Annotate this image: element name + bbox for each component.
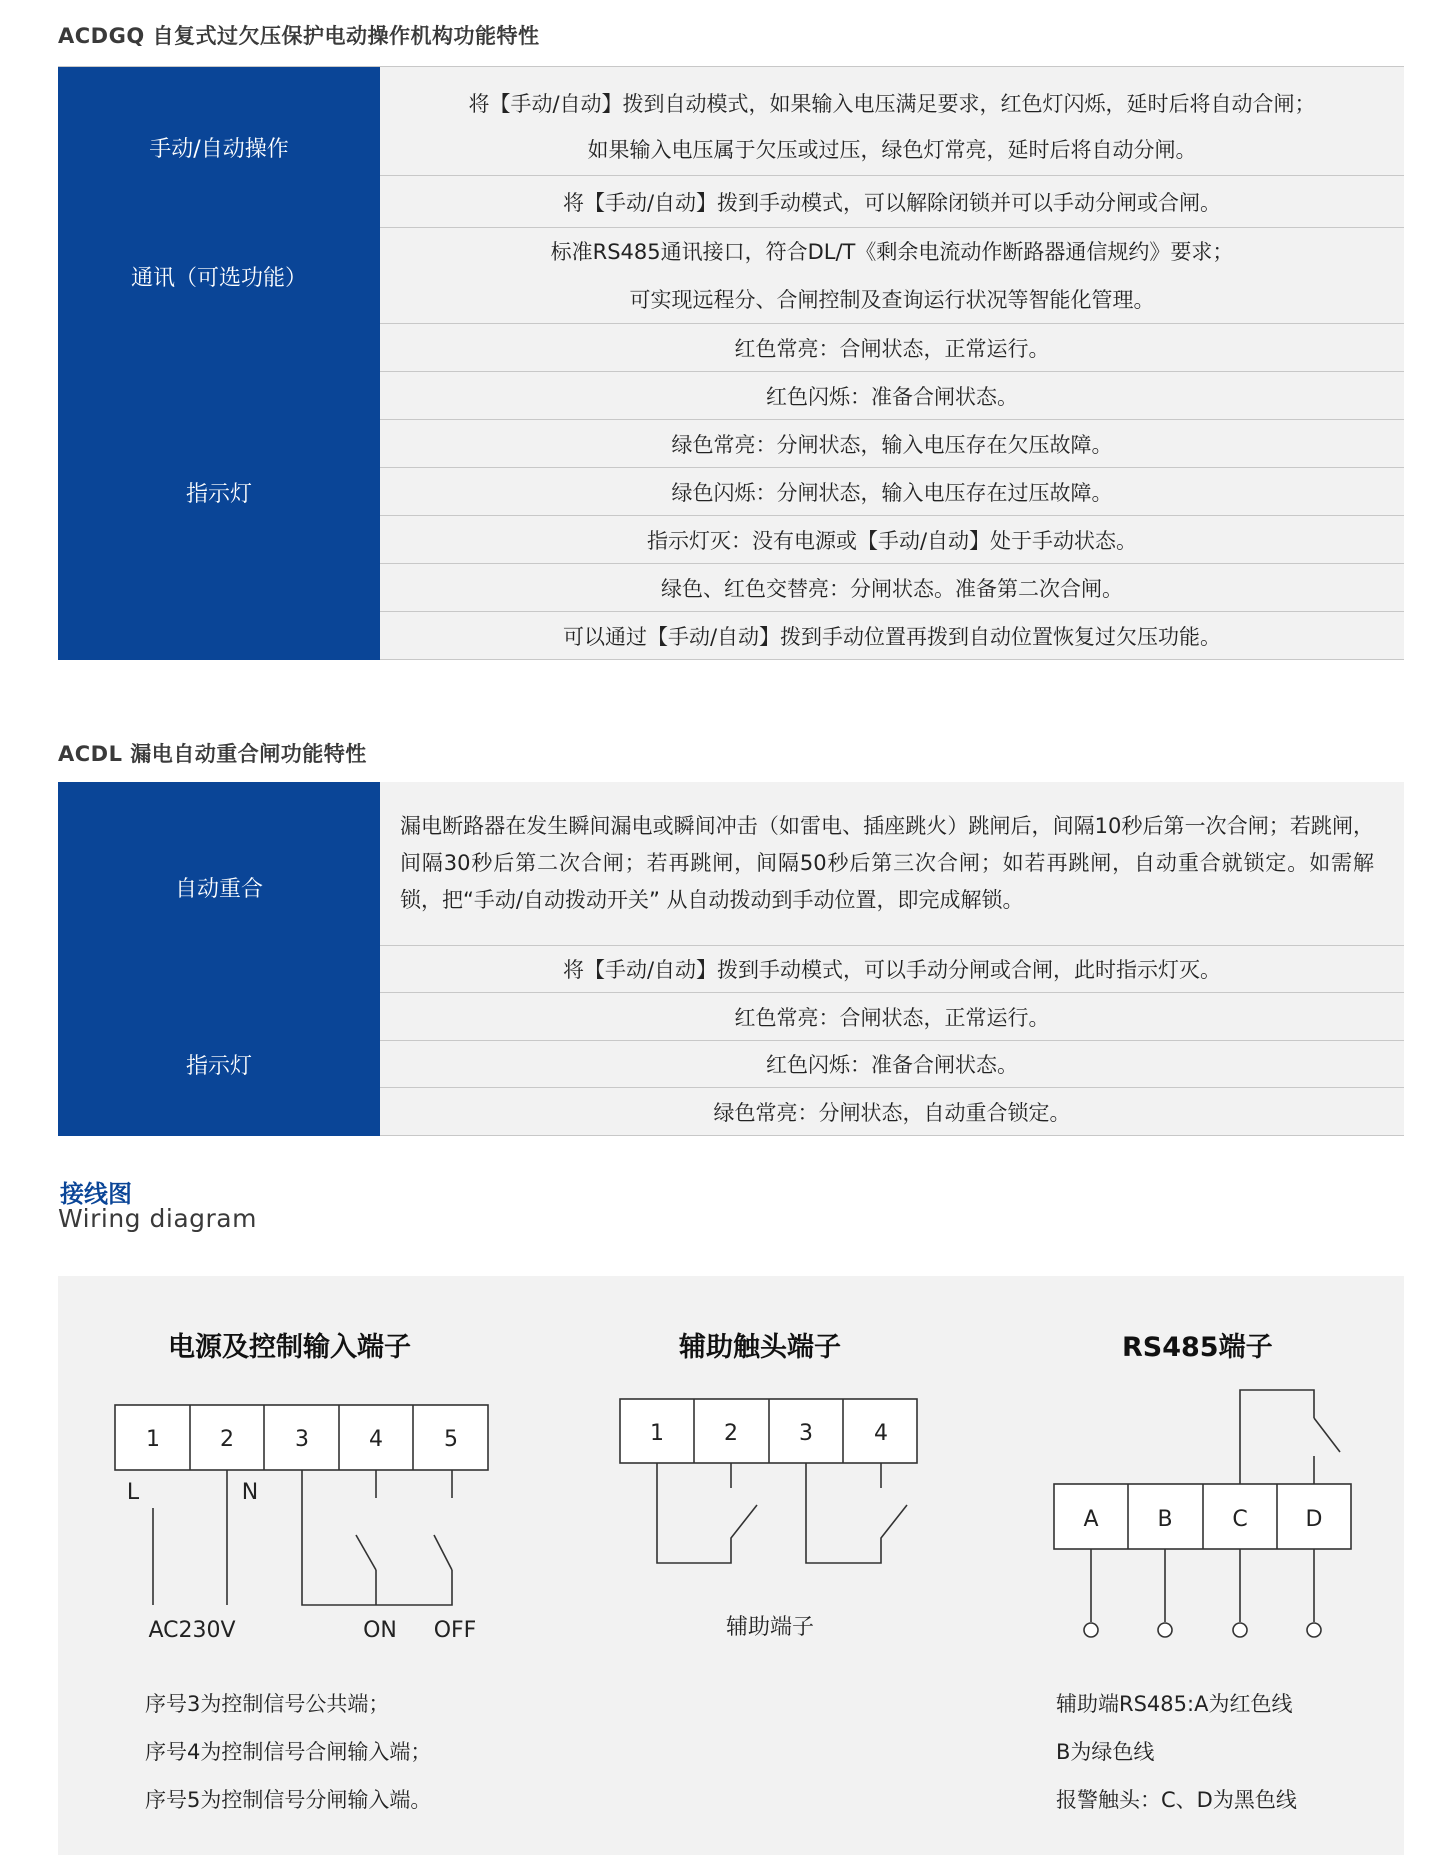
table-cell: 指示灯灭：没有电源或【手动/自动】处于手动状态。: [380, 516, 1404, 564]
wiring-title: 接线图: [60, 1180, 132, 1208]
table-cell: 红色闪烁：准备合闸状态。: [380, 372, 1404, 420]
aux-contact-3-4: [806, 1463, 907, 1563]
label-ac230v: AC230V: [148, 1618, 236, 1643]
table-cell: 可以通过【手动/自动】拨到手动位置再拨到自动位置恢复过欠压功能。: [380, 612, 1404, 660]
power-terminal-number: 1: [146, 1427, 160, 1452]
table-cell: 将【手动/自动】拨到手动模式，可以手动分闸或合闸，此时指示灯灭。: [380, 946, 1404, 993]
power-note: 序号3为控制信号公共端；: [145, 1692, 390, 1716]
table-cell: 绿色闪烁：分闸状态，输入电压存在过压故障。: [380, 468, 1404, 516]
row-label-indicator: 指示灯: [58, 324, 380, 660]
aux-contact-1-2: [657, 1463, 757, 1563]
aux-terminal-number: 3: [799, 1421, 813, 1446]
table-cell: 红色闪烁：准备合闸状态。: [380, 1041, 1404, 1088]
table-cell: 红色常亮：合闸状态，正常运行。: [380, 324, 1404, 372]
label-off: OFF: [433, 1618, 477, 1643]
aux-terminal-number: 4: [874, 1421, 888, 1446]
switch-on: [356, 1535, 376, 1570]
table-cell: 如果输入电压属于欠压或过压，绿色灯常亮，延时后将自动分闸。: [380, 122, 1404, 176]
table-cell: 可实现远程分、合闸控制及查询运行状况等智能化管理。: [380, 274, 1404, 324]
alarm-switch: [1314, 1418, 1340, 1452]
power-note: 序号4为控制信号合闸输入端；: [145, 1740, 432, 1764]
table-cell: 标准RS485通讯接口，符合DL/T《剩余电流动作断路器通信规约》要求；: [380, 228, 1404, 274]
table-cell: 绿色、红色交替亮：分闸状态。准备第二次合闸。: [380, 564, 1404, 612]
row-label-manual-auto: 手动/自动操作: [58, 67, 380, 229]
table-cell: 红色常亮：合闸状态，正常运行。: [380, 993, 1404, 1041]
table-cell-paragraph: 漏电断路器在发生瞬间漏电或瞬间冲击（如雷电、插座跳火）跳闸后，间隔10秒后第一次合闸；若跳闸，间隔30秒后第二次合闸；若再跳闸，间隔50秒后第三次合闸；如若再跳闸，自动重合就锁定。如需解锁，把“手动/自动拨动开关” 从自动拨动到手动位置，即完成解锁。: [380, 782, 1404, 946]
aux-terminal-number: 2: [724, 1421, 738, 1446]
section1-title: ACDGQ 自复式过欠压保护电动操作机构功能特性: [58, 24, 540, 48]
label-n: N: [241, 1480, 259, 1505]
row-label-indicator: 指示灯: [58, 993, 380, 1136]
power-terminal-number: 5: [444, 1427, 458, 1452]
table-cell: 将【手动/自动】拨到手动模式，可以解除闭锁并可以手动分闸或合闸。: [380, 176, 1404, 228]
power-note: 序号5为控制信号分闸输入端。: [145, 1788, 432, 1812]
rs485-terminal-letter: A: [1083, 1507, 1099, 1532]
terminal-end-a: [1084, 1623, 1098, 1637]
label-l: L: [126, 1480, 140, 1505]
alarm-contact-loop: [1240, 1390, 1314, 1484]
section2-title: ACDL 漏电自动重合闸功能特性: [58, 742, 367, 766]
rs485-note: 辅助端RS485:A为红色线: [1056, 1692, 1293, 1716]
rs485-note: 报警触头：C、D为黑色线: [1056, 1788, 1297, 1812]
table-cell: 绿色常亮：分闸状态，输入电压存在欠压故障。: [380, 420, 1404, 468]
aux-caption: 辅助端子: [725, 1615, 815, 1640]
label-on: ON: [363, 1618, 397, 1643]
aux-terminal-block: [620, 1399, 917, 1463]
aux-terminal-title: 辅助触头端子: [679, 1332, 841, 1363]
power-terminal-number: 2: [220, 1427, 234, 1452]
rs485-note: B为绿色线: [1056, 1740, 1155, 1764]
table-cell: 绿色常亮：分闸状态，自动重合锁定。: [380, 1088, 1404, 1136]
wire-common: [302, 1470, 452, 1605]
power-terminal-title: 电源及控制输入端子: [168, 1332, 411, 1363]
rs485-terminal-letter: C: [1232, 1507, 1248, 1532]
row-label-auto-reclose: 自动重合: [58, 782, 380, 994]
terminal-end-d: [1307, 1623, 1321, 1637]
terminal-end-b: [1158, 1623, 1172, 1637]
terminal-end-c: [1233, 1623, 1247, 1637]
row-label-communication: 通讯（可选功能）: [58, 228, 380, 325]
rs485-terminal-letter: B: [1157, 1507, 1173, 1532]
switch-off: [434, 1535, 452, 1570]
rs485-terminal-title: RS485端子: [1122, 1332, 1273, 1363]
aux-terminal-number: 1: [650, 1421, 664, 1446]
power-terminal-number: 4: [369, 1427, 383, 1452]
table-cell: 将【手动/自动】拨到自动模式，如果输入电压满足要求，红色灯闪烁，延时后将自动合闸；: [380, 67, 1404, 122]
power-terminal-number: 3: [295, 1427, 309, 1452]
rs485-terminal-letter: D: [1305, 1507, 1323, 1532]
wiring-subtitle: Wiring diagram: [58, 1204, 257, 1233]
